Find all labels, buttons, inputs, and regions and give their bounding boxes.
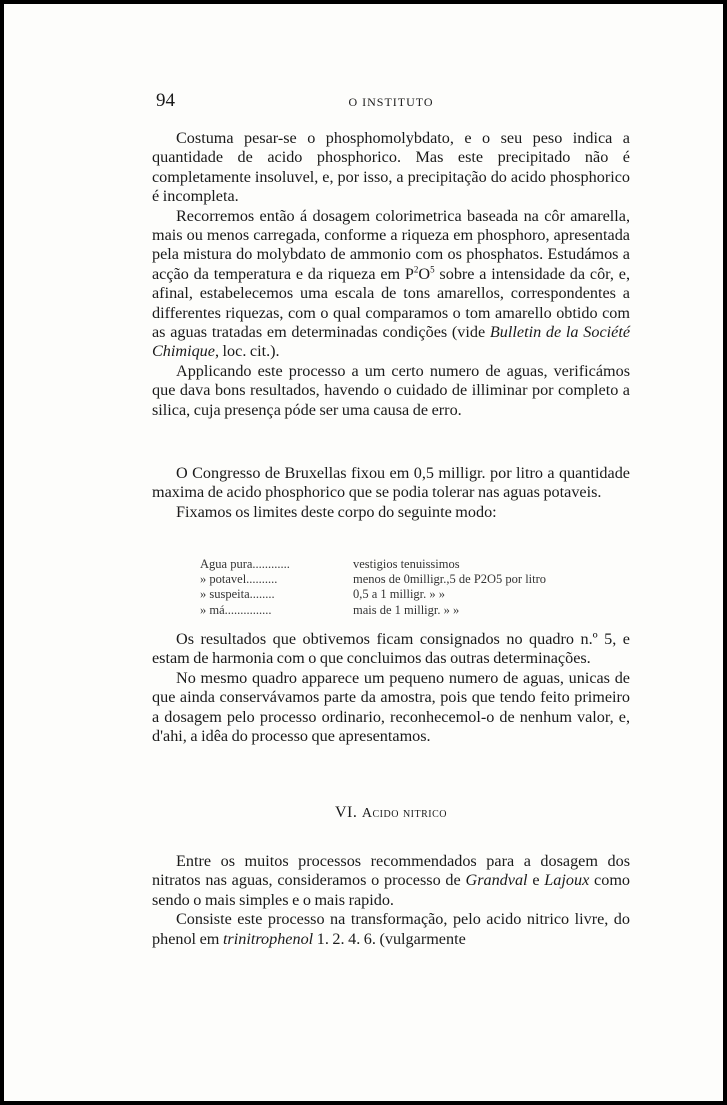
section-title: Acido nitrico — [361, 806, 447, 821]
section-heading — [152, 804, 630, 822]
limits-table — [200, 557, 600, 618]
page-header — [156, 90, 626, 114]
paragraph: Fixamos os limites deste corpo do seguinte modo: — [176, 502, 497, 521]
author-name: Grandval — [465, 871, 528, 890]
paragraph: Consiste este processo na transformação, pelo acido nitrico livre, do phenol em trinitrophenol 1. 2. 4. 6. (vulgarmente — [152, 910, 630, 948]
citation-title: Bulletin de la Société Chimique — [152, 323, 631, 361]
section-numeral: VI. — [335, 804, 358, 821]
limits-value: mais de 1 milligr. » » — [353, 602, 460, 617]
formula-p2o5: $P^2O^5$ — [404, 264, 435, 283]
paragraph: Costuma pesar-se o phosphomolybdato, e o seu peso indica a quantidade de acido phosphorico. Mas este precipitado não é completamente insoluvel, e, por isso, a precipitação do acido phosphorico é incompleta. — [152, 129, 630, 206]
running-title: O INSTITUTO — [348, 95, 434, 109]
paragraph: Recorremos então á dosagem colorimetrica baseada na côr amarella, mais ou menos carregada, conforme a riqueza em phosphoro, apresentada pela mistura do molybdato de ammonio com os phosphatos. Estudámos a acção da temperatura e da riqueza em $P^2O^5$ sobre a intensidade da côr, e, afinal, estabelecemos uma escala de tons amarellos, correspondentes a differentes riquezas, com o qual comparamos o tom amarello obtido com as aguas tratadas em determinadas condições (vide Bulletin de la Société Chimique, loc. cit.). — [152, 206, 631, 361]
limits-row — [200, 572, 600, 587]
limits-label: Agua pura............ — [200, 557, 290, 571]
page-number: 94 — [156, 90, 175, 111]
text-block-nitric-acid — [152, 852, 630, 949]
paragraph: Os resultados que obtivemos ficam consignados no quadro n.º 5, e estam de harmonia com o que concluimos das outras determinações. — [152, 630, 630, 668]
limits-row — [200, 557, 600, 572]
limits-value: vestigios tenuissimos — [353, 557, 460, 571]
limits-row — [200, 587, 600, 602]
limits-label: » potavel.......... — [200, 572, 278, 587]
limits-value: menos de 0milligr.,5 de P2O5 por litro — [353, 572, 547, 587]
text-block-phosphoric-methods — [152, 129, 630, 420]
paragraph: Entre os muitos processos recommendados para a dosagem dos nitratos nas aguas, consideramos o processo de Grandval e Lajoux como sendo o mais simples e o mais rapido. — [152, 852, 631, 909]
text-block-congress — [152, 464, 630, 522]
text-block-results — [152, 630, 630, 746]
paragraph: Applicando este processo a um certo numero de aguas, verificámos que dava bons resultados, havendo o cuidado de illiminar por completo a silica, cuja presença póde ser uma causa de erro. — [152, 361, 630, 419]
paragraph: O Congresso de Bruxellas fixou em 0,5 milligr. por litro a quantidade maxima de acido phosphorico que se podia tolerar nas aguas potaveis. — [152, 464, 630, 502]
paragraph: No mesmo quadro apparece um pequeno numero de aguas, unicas de que ainda conservávamos parte da amostra, pois que tendo feito primeiro a dosagem pelo processo ordinario, reconhecemol-o de nenhum valor, e, d'ahi, a idêa do processo que apresentamos. — [152, 668, 630, 746]
limits-label: » suspeita........ — [200, 587, 275, 602]
author-name: Lajoux — [544, 871, 590, 890]
limits-label: » má............... — [200, 602, 272, 617]
page — [4, 4, 723, 1101]
compound-name: trinitrophenol — [222, 929, 314, 948]
limits-value: 0,5 a 1 milligr. » » — [353, 587, 446, 602]
limits-row — [200, 603, 600, 618]
